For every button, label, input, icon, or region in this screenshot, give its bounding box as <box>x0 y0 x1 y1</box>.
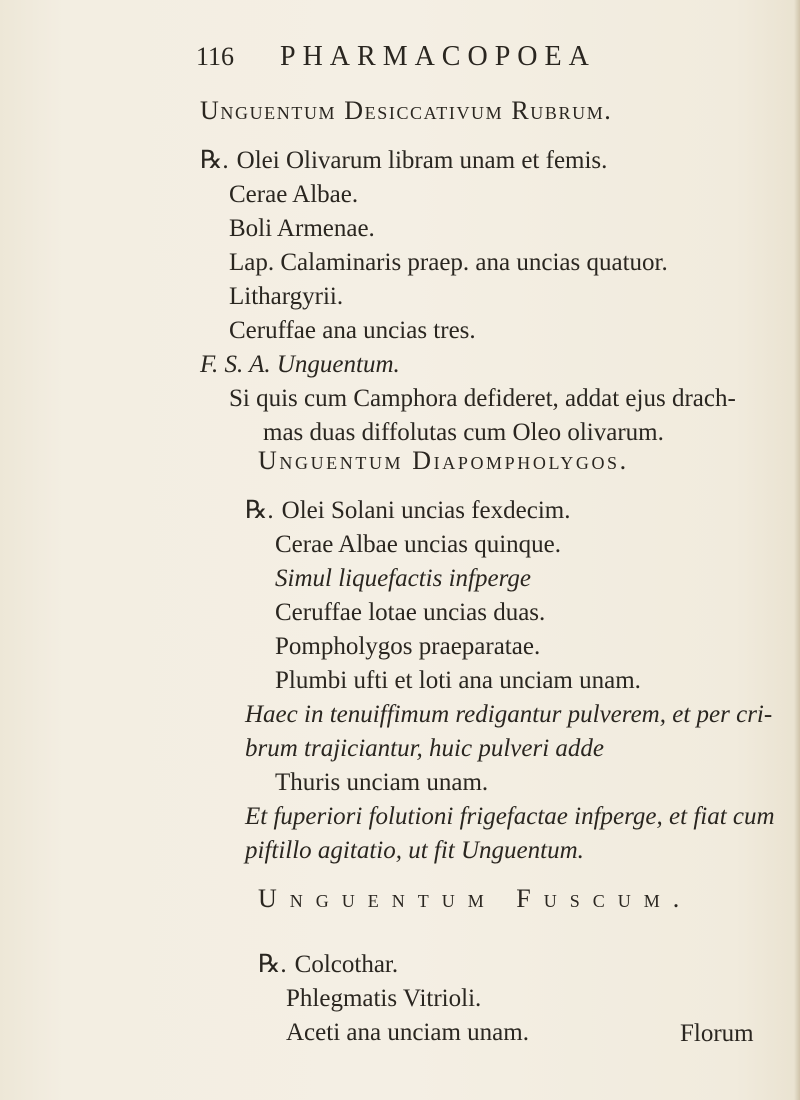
catchword: Florum <box>680 1020 754 1047</box>
instruction-line: brum trajiciantur, huic pulveri adde <box>245 735 604 762</box>
running-title: PHARMACOPOEA <box>280 41 596 72</box>
formula-line: F. S. A. Unguentum. <box>200 351 400 378</box>
recipe-line: Lithargyrii. <box>229 283 344 310</box>
recipe-symbol: ℞. <box>245 497 274 524</box>
recipe-line: ℞. Colcothar. <box>258 951 399 978</box>
instruction-line: piftillo agitatio, ut fit Unguentum. <box>245 837 584 864</box>
note-line: mas duas diffolutas cum Oleo olivarum. <box>263 419 664 446</box>
recipe-line: Cerae Albae. <box>229 181 359 208</box>
recipe-line: Phlegmatis Vitrioli. <box>286 985 482 1012</box>
recipe-line: Ceruffae ana uncias tres. <box>229 317 476 344</box>
section-title-desiccativum: Unguentum Desiccativum Rubrum. <box>200 96 613 125</box>
recipe-line: Lap. Calaminaris praep. ana uncias quatuor. <box>229 249 668 276</box>
page-edge <box>794 0 800 1100</box>
recipe-line: Aceti ana unciam unam. <box>286 1019 529 1046</box>
section-title-fuscum: Unguentum Fuscum. <box>258 884 693 913</box>
recipe-line: Thuris unciam unam. <box>275 769 489 796</box>
recipe-line: Cerae Albae uncias quinque. <box>275 531 562 558</box>
instruction-line: Et fuperiori folutioni frigefactae infperge, et fiat cum <box>245 803 775 830</box>
note-line: Si quis cum Camphora defideret, addat ejus drach- <box>229 385 736 412</box>
recipe-symbol: ℞. <box>200 147 229 174</box>
recipe-line: Boli Armenae. <box>229 215 375 242</box>
recipe-symbol: ℞. <box>258 951 287 978</box>
recipe-line: ℞. Olei Olivarum libram unam et femis. <box>200 147 608 174</box>
recipe-line: ℞. Olei Solani uncias fexdecim. <box>245 497 571 524</box>
recipe-line: Simul liquefactis infperge <box>275 565 531 592</box>
instruction-line: Haec in tenuiffimum redigantur pulverem, et per cri- <box>245 701 773 728</box>
recipe-line: Ceruffae lotae uncias duas. <box>275 599 546 626</box>
recipe-line: Pompholygos praeparatae. <box>275 633 541 660</box>
section-title-diapompholygos: Unguentum Diapompholygos. <box>258 446 629 475</box>
page-number: 116 <box>196 42 235 71</box>
recipe-line: Plumbi ufti et loti ana unciam unam. <box>275 667 641 694</box>
